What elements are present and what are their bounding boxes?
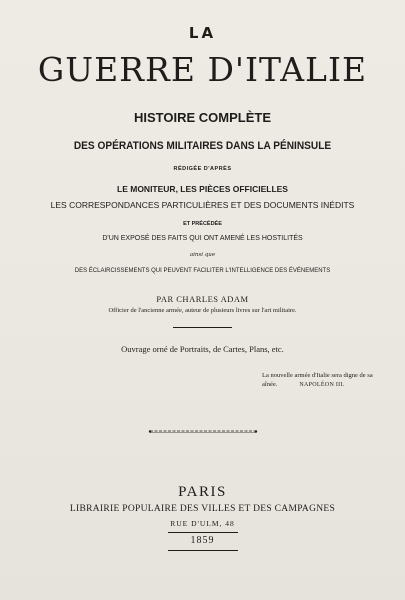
imprint-address: RUE D'ULM, 48 (170, 519, 235, 528)
imprint-city: PARIS (178, 484, 227, 500)
epigraph-line-1: La nouvelle armée d'Italie sera digne de sa (262, 372, 373, 379)
epigraph-line-2: aînée. (262, 381, 278, 388)
subtitle-operations: DES OPÉRATIONS MILITAIRES DANS LA PÉNINSULE (73, 140, 332, 152)
eclaircissements-line: DES ÉCLAIRCISSEMENTS QUI PEUVENT FACILITER L'INTELLIGENCE DES ÉVÉNEMENTS (74, 268, 331, 274)
epigraph (262, 371, 373, 390)
expose-line: D'UN EXPOSÉ DES FAITS QUI ONT AMENÉ LES HOSTILITÉS (102, 235, 303, 242)
epigraph-line-2-row (262, 380, 373, 390)
epigraph-author: NAPOLÉON III. (299, 382, 345, 388)
sources-line-2: LES CORRESPONDANCES PARTICULIÈRES ET DES DOCUMENTS INÉDITS (50, 200, 355, 210)
precedee-label: ET PRÉCÉDÉE (183, 221, 222, 227)
author-credentials: Officier de l'ancienne armée, auteur de plusieurs livres sur l'art militaire. (108, 307, 297, 314)
year-rule-bottom (168, 550, 238, 551)
imprint-publisher: LIBRAIRIE POPULAIRE DES VILLES ET DES CAMPAGNES (69, 504, 336, 514)
redigee-label: RÉDIGÉE D'APRÈS (173, 166, 232, 172)
illustrations-note: Ouvrage orné de Portraits, de Cartes, Plans, etc. (121, 344, 284, 354)
title-article: LA (188, 24, 217, 42)
ainsi-que: ainsi que (189, 252, 216, 258)
subtitle: HISTOIRE COMPLÈTE (134, 110, 271, 125)
ornamental-rule (148, 425, 258, 437)
divider-rule (173, 327, 232, 328)
author-name: PAR CHARLES ADAM (156, 294, 249, 304)
imprint-year: 1859 (190, 535, 215, 546)
book-title: GUERRE D'ITALIE (37, 50, 368, 89)
sources-line-1: LE MONITEUR, LES PIÈCES OFFICIELLES (117, 184, 288, 194)
year-rule-top (168, 532, 238, 533)
